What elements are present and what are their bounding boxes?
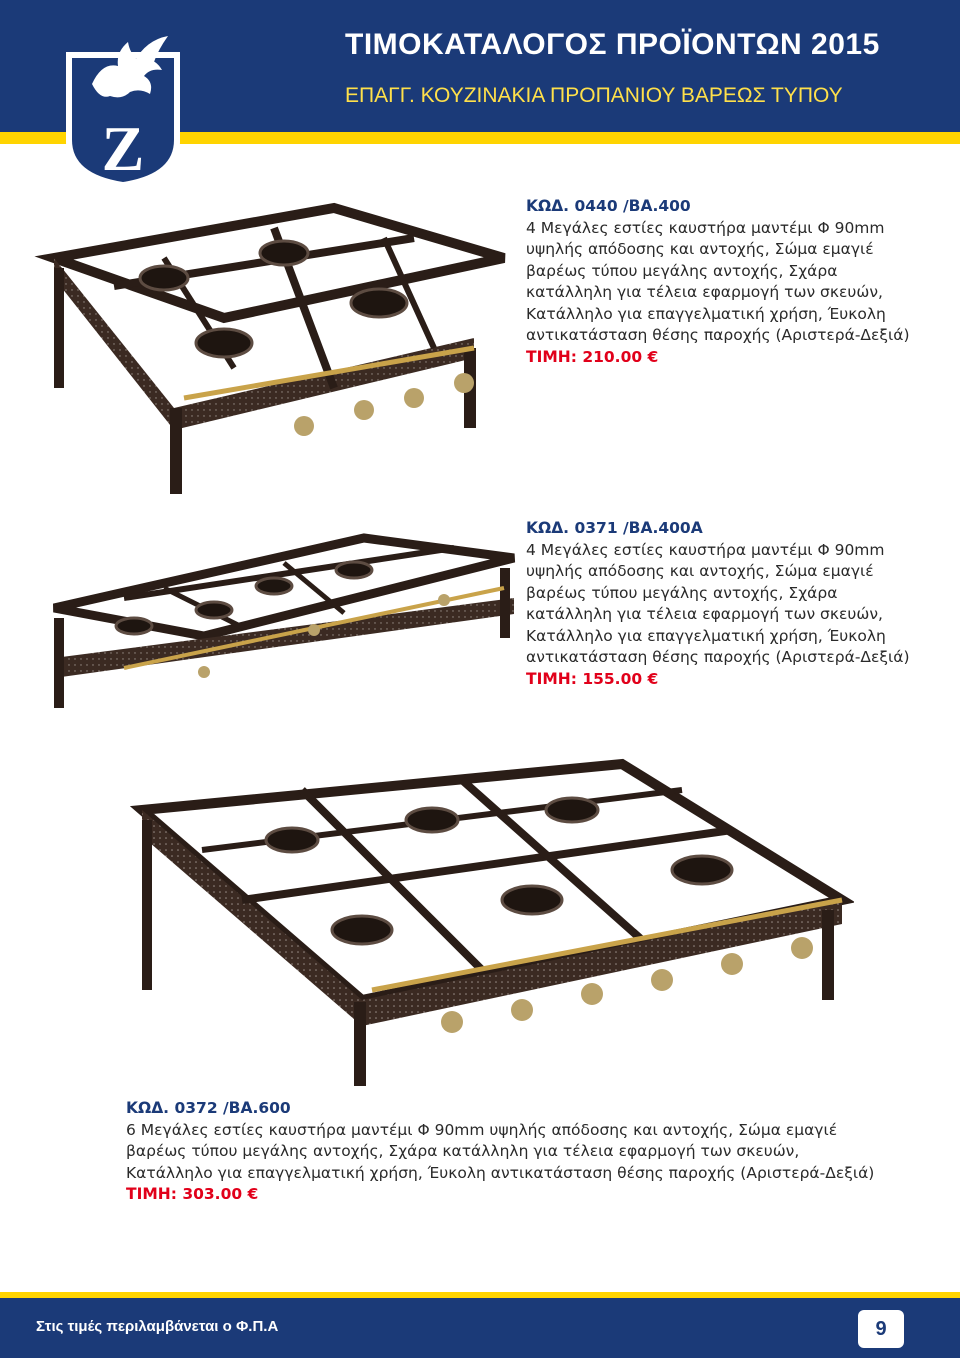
product-desc-line: 4 Μεγάλες εστίες καυστήρα μαντέμι Φ 90mm <box>526 540 885 559</box>
product-desc-line: υψηλής απόδοσης και αντοχής, Σώμα εμαγιέ <box>526 240 874 258</box>
svg-text:Z: Z <box>101 113 145 184</box>
product-desc-line: βαρέως τύπου μεγάλης αντοχής, Σχάρα κατάλληλη για τέλεια εφαρμογή των σκευών, <box>126 1142 800 1160</box>
product-desc-line: Κατάλληλο για επαγγελματική χρήση, Έυκολη <box>526 626 886 645</box>
product-desc-line: αντικατάσταση θέσης παροχής (Αριστερά-Δεξιά) <box>526 326 910 344</box>
product-image-0372 <box>122 750 854 1090</box>
page-number: 9 <box>858 1310 904 1348</box>
product-code: ΚΩΔ. 0440 /ΒΑ.400 <box>526 197 691 215</box>
product-0372 <box>126 1098 926 1206</box>
product-0440 <box>526 196 946 368</box>
product-desc-line: βαρέως τύπου μεγάλης αντοχής, Σχάρα <box>526 583 838 602</box>
product-image-0371 <box>24 518 520 718</box>
product-desc-line: Κατάλληλο για επαγγελματική χρήση, Έυκολη αντικατάσταση θέσης παροχής (Αριστερά-Δεξιά) <box>126 1163 875 1182</box>
brand-logo <box>58 22 188 192</box>
product-price: ΤΙΜΗ: 210.00 € <box>526 347 659 366</box>
page-subtitle: ΕΠΑΓΓ. ΚΟΥΖΙΝΑΚΙΑ ΠΡΟΠΑΝΙΟΥ ΒΑΡΕΩΣ ΤΥΠΟΥ <box>345 84 843 107</box>
vat-note: Στις τιμές περιλαμβάνεται ο Φ.Π.Α <box>36 1318 279 1335</box>
product-code: ΚΩΔ. 0371 /ΒΑ.400Α <box>526 519 703 537</box>
product-desc-line: 4 Μεγάλες εστίες καυστήρα μαντέμι Φ 90mm <box>526 218 885 237</box>
page-title: ΤΙΜΟΚΑΤΑΛΟΓΟΣ ΠΡΟΪΟΝΤΩΝ 2015 <box>345 28 880 61</box>
product-0371 <box>526 518 946 690</box>
product-price: ΤΙΜΗ: 155.00 € <box>526 669 659 688</box>
product-desc-line: 6 Μεγάλες εστίες καυστήρα μαντέμι Φ 90mm υψηλής απόδοσης και αντοχής, Σώμα εμαγιέ <box>126 1120 838 1139</box>
product-desc-line: υψηλής απόδοσης και αντοχής, Σώμα εμαγιέ <box>526 562 874 580</box>
product-desc-line: κατάλληλη για τέλεια εφαρμογή των σκευών, <box>526 283 883 301</box>
product-desc-line: κατάλληλη για τέλεια εφαρμογή των σκευών, <box>526 605 883 623</box>
product-desc-line: αντικατάσταση θέσης παροχής (Αριστερά-Δεξιά) <box>526 648 910 666</box>
product-desc-line: Κατάλληλο για επαγγελματική χρήση, Έυκολη <box>526 304 886 323</box>
product-image-0440 <box>34 198 514 498</box>
product-price: ΤΙΜΗ: 303.00 € <box>126 1185 259 1203</box>
product-code: ΚΩΔ. 0372 /ΒΑ.600 <box>126 1099 291 1117</box>
product-desc-line: βαρέως τύπου μεγάλης αντοχής, Σχάρα <box>526 261 838 280</box>
